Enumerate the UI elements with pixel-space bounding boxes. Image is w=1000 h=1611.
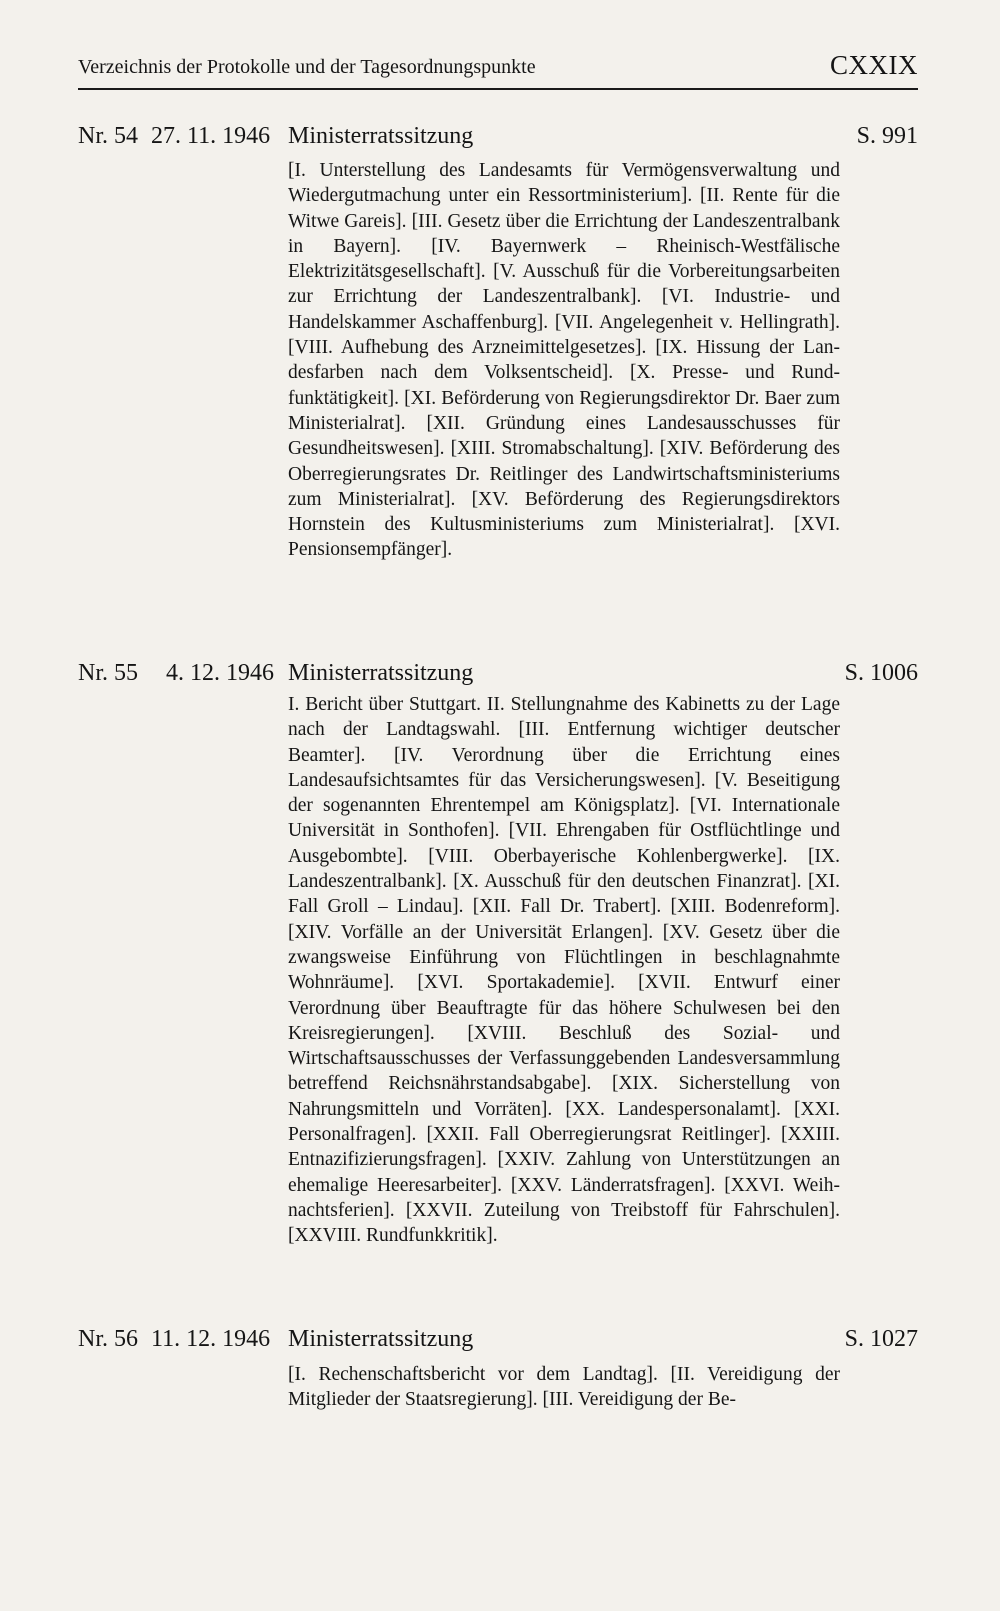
page-number: CXXIX — [830, 50, 918, 80]
entry-title: Ministerratssitzung — [288, 1326, 474, 1352]
entry-date: 27. 11. 1946 — [151, 123, 271, 149]
entry-number: Nr. 54 — [78, 123, 138, 149]
entry-heading — [78, 1326, 918, 1360]
entry-date: 11. 12. 1946 — [151, 1326, 271, 1352]
entry-date: 4. 12. 1946 — [166, 660, 274, 686]
entry-agenda-text: [I. Rechenschaftsbericht vor dem Landtag]. [II. Vereidigung der Mitglieder der Staatsregierung]. [III. Vereidigung der Be- — [288, 1364, 840, 1411]
entry-page-ref: S. 991 — [856, 123, 918, 149]
protocol-entry — [78, 660, 918, 1247]
entry-agenda-text: I. Bericht über Stuttgart. II. Stellungnahme des Kabinetts zu der Lage nach der Landtagswahl. [III. Entfernung wichtiger deutscher Beamter]. [IV. Verordnung über die Errichtung eines Landesaufsichtsamtes für das Versicherungswesen]. [V. Beseitigung der sogenannten Ehrentempel am Königsplatz]. [VI. Internationale Universität in Sonthofen]. [VII. Ehrengaben für Ostflüchtlinge und Ausgebombte]. [VIII. Oberbayerische Kohlenbergwerke]. [IX. Landeszentralbank]. [X. Ausschuß für den deutschen Finanzrat]. [XI. Fall Groll – Lindau]. [XII. Fall Dr. Trabert]. [XIII. Bodenreform]. [XIV. Vorfälle an der Universität Erlangen]. [XV. Gesetz über die zwangsweise Einführung von Flüchtlingen in beschlagnahmte Wohnräume]. [XVI. Sportakademie]. [XVII. Entwurf einer Verordnung über Beauftragte für das höhere Schulwesen bei den Kreisregierungen]. [XVIII. Beschluß des Sozial- und Wirtschaftsausschusses der Verfassunggebenden Landesversammlung betreffend Reichsnährstandsabgabe]. [XIX. Sicherstellung von Nahrungsmitteln und Vorräten]. [XX. Landespersonalamt]. [XXI. Personalfragen]. [XXII. Fall Oberregierungsrat Reitlinger]. [XXIII. Entnazifizierungsfragen]. [XXIV. Zahlung von Unterstützungen an ehemalige Heeresarbeiter]. [XXV. Länderratsfragen]. [XXVI. Weihnachtsferien]. [XXVII. Zuteilung von Treibstoff für Fahrschulen]. [XXVIII. Rundfunkkritik]. — [288, 694, 840, 1247]
entry-title: Ministerratssitzung — [288, 123, 474, 149]
entry-page-ref: S. 1006 — [844, 660, 918, 686]
entry-heading — [78, 123, 918, 157]
header-rule — [78, 88, 918, 90]
running-title: Verzeichnis der Protokolle und der Tagesordnungspunkte — [78, 56, 536, 78]
entry-number: Nr. 56 — [78, 1326, 138, 1352]
entry-page-ref: S. 1027 — [844, 1326, 918, 1352]
protocol-entry — [78, 1326, 918, 1411]
protocol-entry — [78, 123, 918, 561]
entry-number: Nr. 55 — [78, 660, 138, 686]
entry-agenda-text: [I. Unterstellung des Landesamts für Vermögensverwaltung und Wiedergutmachung unter ein Ressortministerium]. [II. Rente für die Witwe Gareis]. [III. Gesetz über die Errichtung der Landeszentralbank in Bayern]. [IV. Bayernwerk – Rheinisch-Westfälische Elektrizitätsgesellschaft]. [V. Ausschuß für die Vorbereitungsarbeiten zur Errichtung der Landeszentralbank]. [VI. Industrie- und Handelskammer Aschaffenburg]. [VII. Angelegenheit v. Hellingrath]. [VIII. Aufhebung des Arzneimittelgesetzes]. [IX. Hissung der Landesfarben nach dem Volksentscheid]. [X. Presse- und Rundfunktätigkeit]. [XI. Beförderung von Regierungsdirektor Dr. Baer zum Ministerialrat]. [XII. Gründung eines Landesausschusses für Gesundheitswesen]. [XIII. Stromabschaltung]. [XIV. Beförderung des Oberregierungsrates Dr. Reitlinger des Landwirtschaftsministeriums zum Ministerialrat]. [XV. Beförderung des Regierungsdirektors Hornstein des Kultusministeriums zum Ministerialrat]. [XVI. Pensionsempfänger]. — [288, 160, 840, 561]
page-header — [78, 50, 918, 90]
entry-heading — [78, 660, 918, 694]
entry-title: Ministerratssitzung — [288, 660, 474, 686]
